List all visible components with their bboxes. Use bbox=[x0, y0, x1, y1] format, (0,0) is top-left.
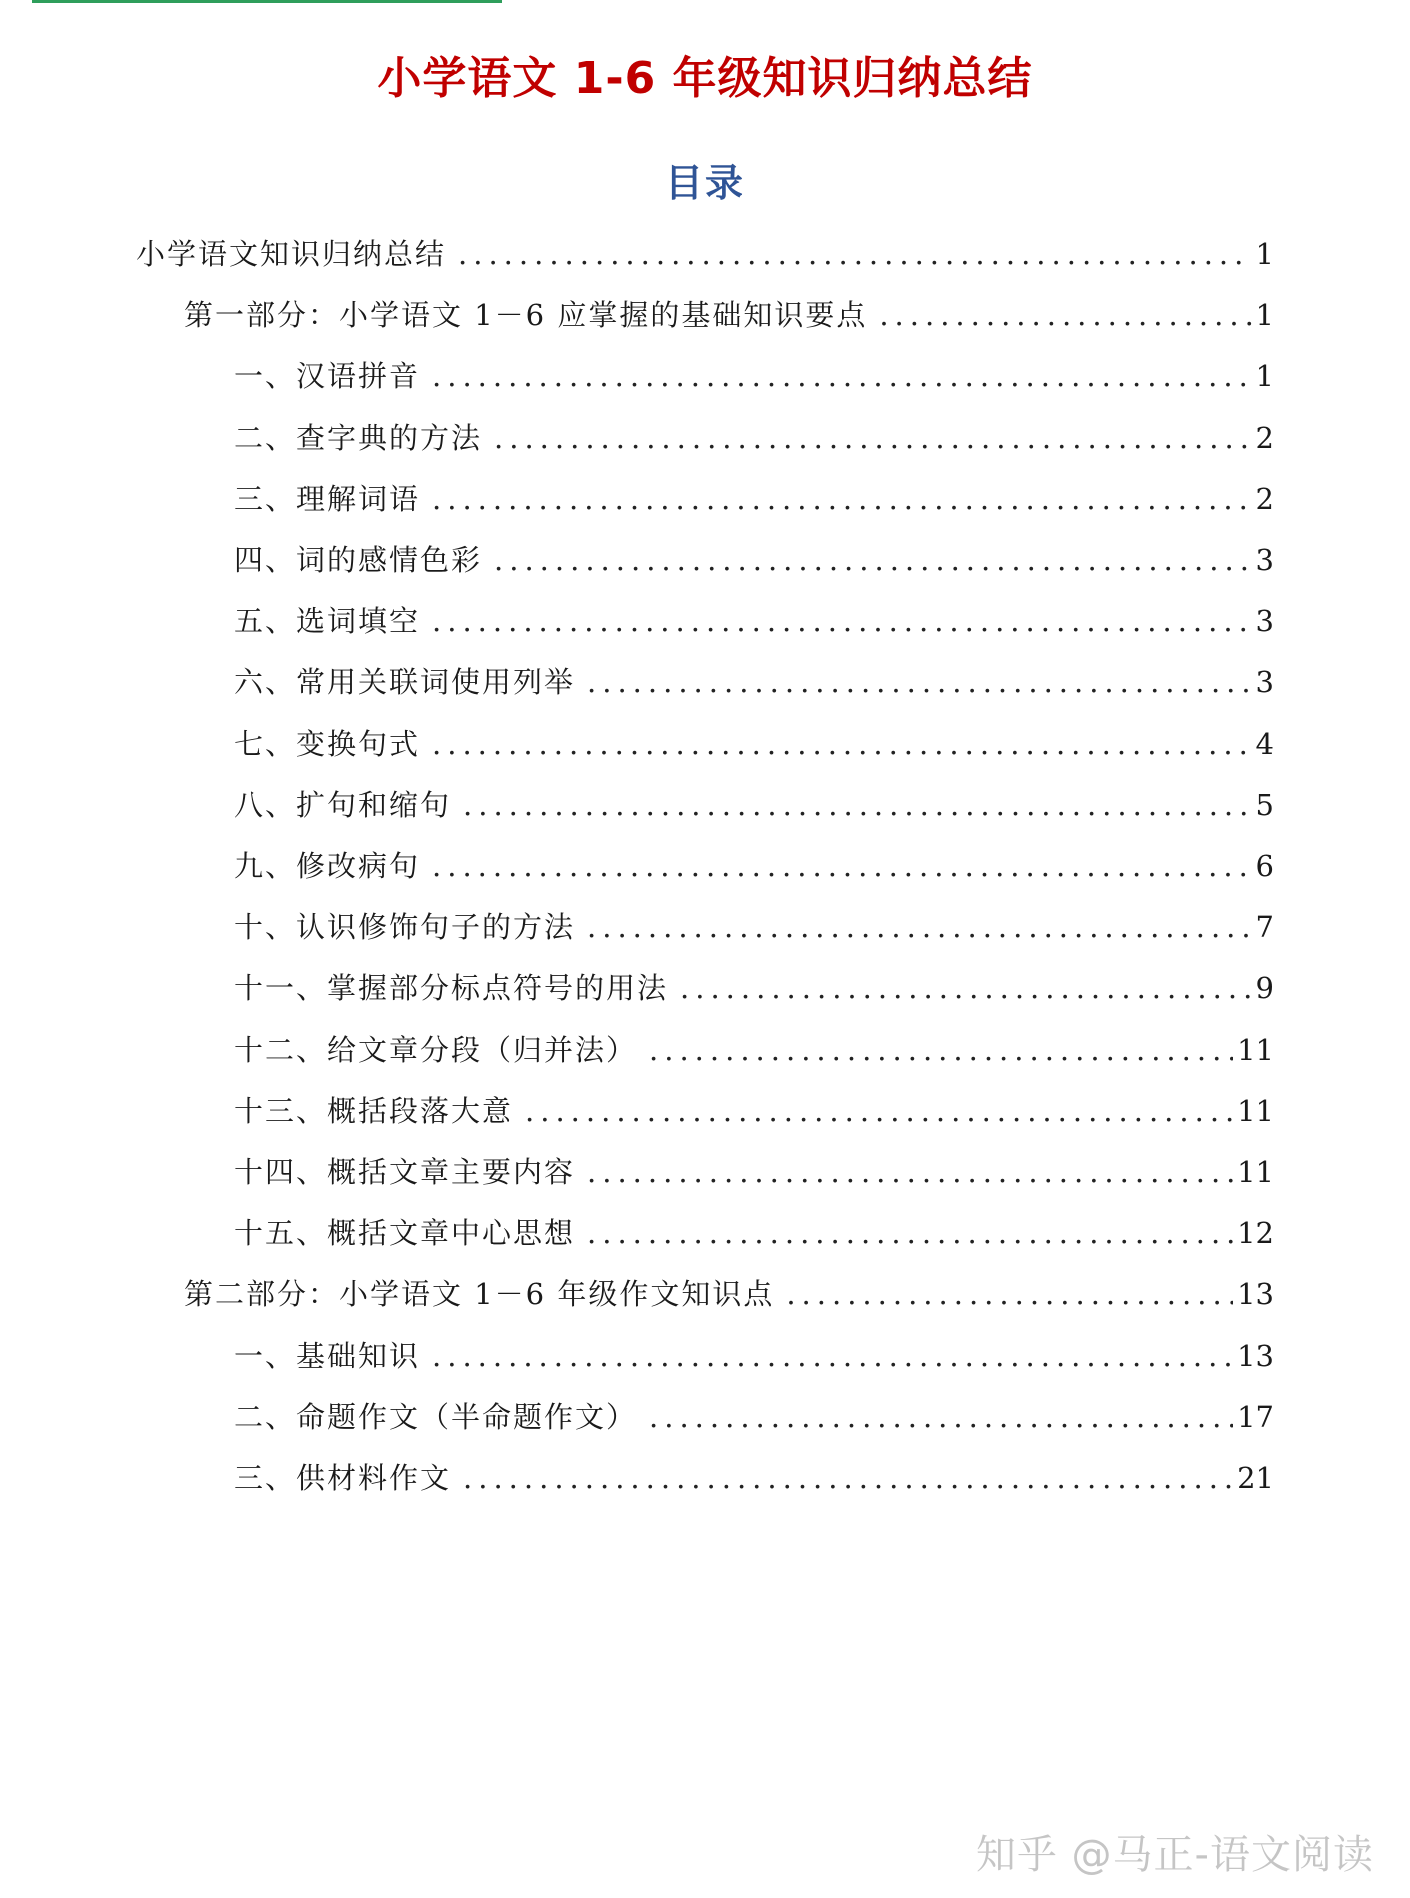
toc-page-number: 7 bbox=[1255, 910, 1274, 945]
toc-entry-label: 十二、给文章分段（归并法） bbox=[234, 1032, 638, 1067]
toc-page-number: 5 bbox=[1255, 787, 1274, 822]
toc-page-number: 1 bbox=[1255, 298, 1274, 333]
toc-entry[interactable] bbox=[234, 1328, 1274, 1384]
toc-heading: 目录 bbox=[664, 161, 745, 205]
toc-entry[interactable] bbox=[234, 777, 1274, 833]
toc-entry[interactable] bbox=[234, 1022, 1274, 1078]
toc-entry[interactable] bbox=[184, 287, 1274, 343]
toc-entry[interactable] bbox=[234, 1083, 1274, 1139]
toc-entry[interactable] bbox=[234, 960, 1274, 1016]
toc-page-number: 13 bbox=[1237, 1277, 1274, 1312]
top-accent-line bbox=[32, 0, 502, 3]
toc-dot-leader bbox=[879, 287, 1251, 343]
toc-page-number: 1 bbox=[1255, 237, 1274, 271]
toc-entry[interactable] bbox=[234, 1144, 1274, 1200]
toc-dot-leader bbox=[458, 226, 1252, 282]
toc-dot-leader bbox=[680, 960, 1252, 1016]
toc-entry-label: 十三、概括段落大意 bbox=[234, 1093, 514, 1128]
toc-dot-leader bbox=[432, 838, 1252, 894]
toc-entry-label: 十一、掌握部分标点符号的用法 bbox=[234, 971, 669, 1006]
toc-page-number: 11 bbox=[1237, 1093, 1274, 1128]
toc-entry[interactable] bbox=[234, 716, 1274, 772]
toc-entry[interactable] bbox=[234, 471, 1274, 527]
toc-page-number: 17 bbox=[1237, 1399, 1274, 1434]
toc-entry-label: 六、常用关联词使用列举 bbox=[234, 665, 576, 700]
toc-entry-label: 十四、概括文章主要内容 bbox=[234, 1155, 576, 1189]
toc-dot-leader bbox=[432, 593, 1252, 649]
toc-dot-leader bbox=[587, 1144, 1233, 1200]
toc-entry-label: 一、基础知识 bbox=[234, 1338, 421, 1373]
toc-dot-leader bbox=[786, 1266, 1233, 1322]
toc-dot-leader bbox=[432, 471, 1252, 527]
toc-page-number: 12 bbox=[1237, 1216, 1274, 1251]
toc-entry-label: 二、命题作文（半命题作文） bbox=[234, 1399, 638, 1434]
toc-page-number: 6 bbox=[1255, 849, 1274, 883]
toc-entry-label: 八、扩句和缩句 bbox=[234, 787, 452, 822]
toc-page-number: 21 bbox=[1237, 1461, 1274, 1495]
toc-entry-label: 小学语文知识归纳总结 bbox=[136, 237, 447, 271]
toc-entry[interactable] bbox=[234, 1450, 1274, 1506]
toc-dot-leader bbox=[649, 1389, 1233, 1445]
toc-dot-leader bbox=[494, 410, 1252, 466]
toc-entry-label: 十五、概括文章中心思想 bbox=[234, 1216, 576, 1251]
toc-entry-label: 五、选词填空 bbox=[234, 604, 421, 639]
toc-dot-leader bbox=[463, 777, 1252, 833]
toc-dot-leader bbox=[432, 716, 1252, 772]
toc-entry[interactable] bbox=[234, 654, 1274, 710]
toc-dot-leader bbox=[432, 348, 1252, 404]
toc-entry[interactable] bbox=[234, 532, 1274, 588]
toc-dot-leader bbox=[432, 1328, 1233, 1384]
toc-page-number: 2 bbox=[1255, 481, 1274, 516]
toc-entry[interactable] bbox=[234, 899, 1274, 955]
toc-entry-label: 三、理解词语 bbox=[234, 481, 421, 516]
toc-dot-leader bbox=[587, 899, 1252, 955]
toc-entry-label: 一、汉语拼音 bbox=[234, 359, 421, 394]
toc-entry-label: 第二部分：小学语文 1－6 年级作文知识点 bbox=[184, 1277, 775, 1312]
toc-page-number: 3 bbox=[1255, 665, 1274, 700]
document-title: 小学语文 1-6 年级知识归纳总结 bbox=[377, 53, 1033, 104]
toc-entry[interactable] bbox=[234, 838, 1274, 894]
toc-entry[interactable] bbox=[234, 593, 1274, 649]
toc-dot-leader bbox=[463, 1450, 1233, 1506]
toc-entry[interactable] bbox=[234, 1389, 1274, 1445]
toc-entry-label: 十、认识修饰句子的方法 bbox=[234, 910, 576, 945]
toc-entry[interactable] bbox=[234, 410, 1274, 466]
toc-page-number: 3 bbox=[1255, 604, 1274, 639]
toc-dot-leader bbox=[587, 654, 1252, 710]
toc-page-number: 9 bbox=[1255, 971, 1274, 1006]
toc-entry-label: 二、查字典的方法 bbox=[234, 420, 483, 455]
toc-page-number: 4 bbox=[1255, 726, 1274, 761]
toc-page-number: 13 bbox=[1237, 1338, 1274, 1373]
watermark: 知乎 @马正-语文阅读 bbox=[975, 1832, 1374, 1878]
toc-entry[interactable] bbox=[184, 1266, 1274, 1322]
toc-entry[interactable] bbox=[234, 348, 1274, 404]
toc-dot-leader bbox=[587, 1205, 1233, 1261]
toc-entry[interactable] bbox=[136, 226, 1274, 282]
toc-entry[interactable] bbox=[234, 1205, 1274, 1261]
toc-entry-label: 三、供材料作文 bbox=[234, 1461, 452, 1495]
toc-entry-label: 四、词的感情色彩 bbox=[234, 543, 483, 577]
toc-entry-label: 九、修改病句 bbox=[234, 849, 421, 883]
toc-entry-label: 第一部分：小学语文 1－6 应掌握的基础知识要点 bbox=[184, 298, 868, 333]
toc-page-number: 2 bbox=[1255, 420, 1274, 455]
toc-dot-leader bbox=[649, 1022, 1233, 1078]
toc-page-number: 3 bbox=[1255, 543, 1274, 577]
toc-page-number: 11 bbox=[1237, 1155, 1274, 1189]
toc-entry-label: 七、变换句式 bbox=[234, 726, 421, 761]
toc-dot-leader bbox=[494, 532, 1252, 588]
toc-page-number: 11 bbox=[1237, 1032, 1274, 1067]
toc-page-number: 1 bbox=[1255, 359, 1274, 394]
toc-dot-leader bbox=[525, 1083, 1233, 1139]
